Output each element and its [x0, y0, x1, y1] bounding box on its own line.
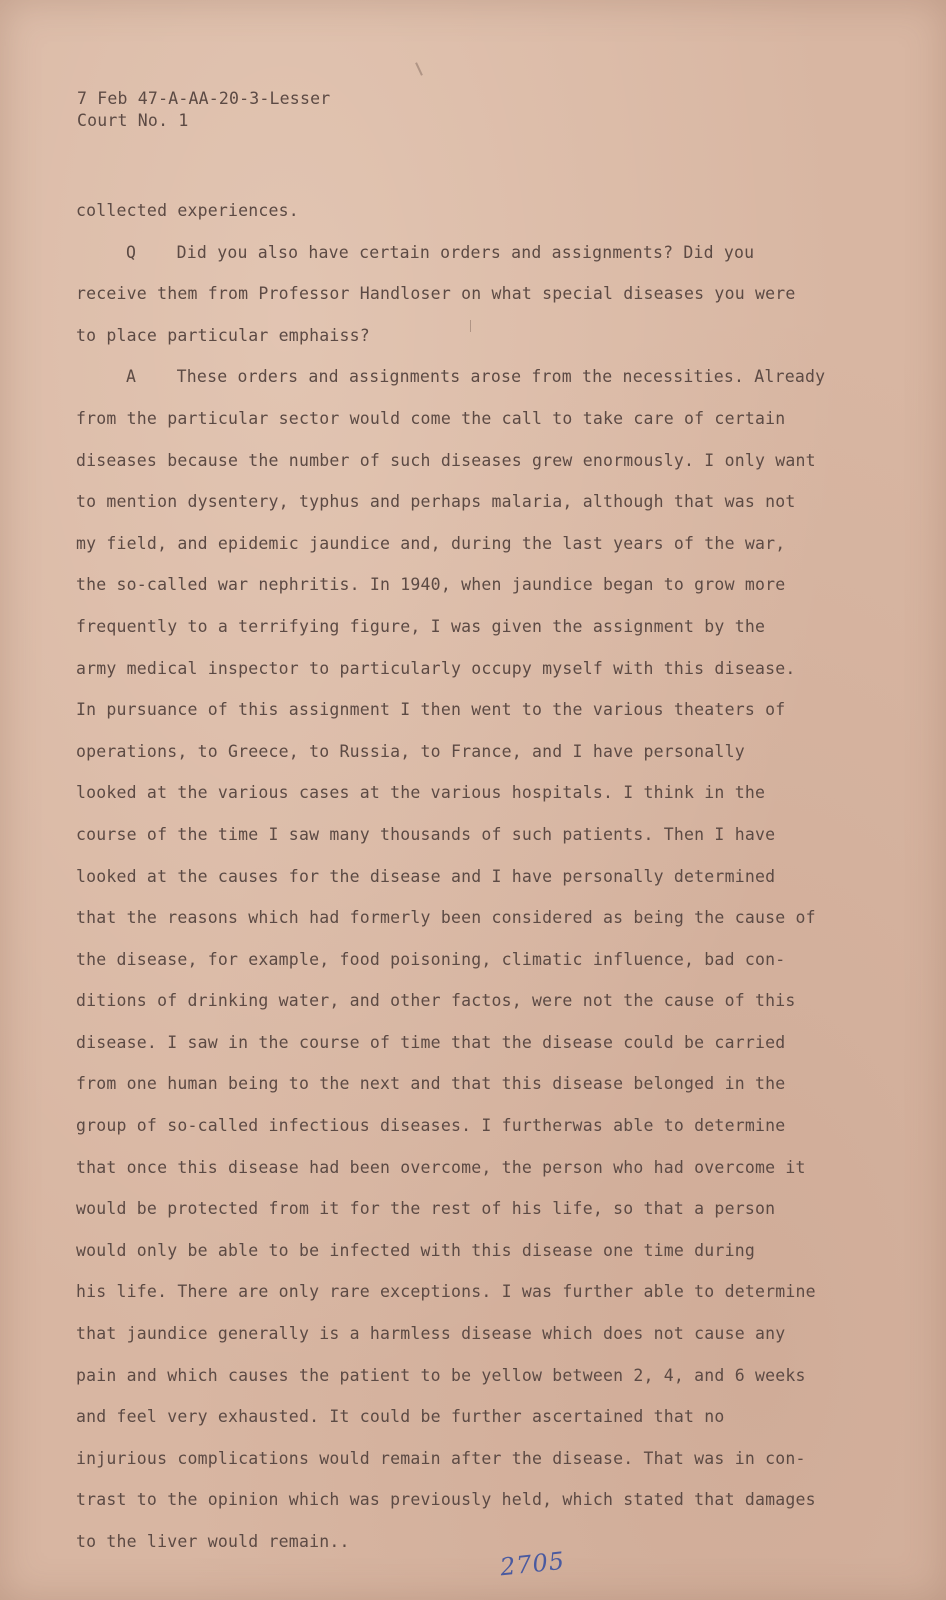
header-case-reference: 7 Feb 47-A-AA-20-3-Lesser	[77, 89, 331, 108]
text-line: looked at the various cases at the various hospitals. I think in the	[76, 783, 766, 803]
text-line: injurious complications would remain after the disease. That was in con-	[76, 1448, 806, 1468]
header-court-number: Court No. 1	[77, 111, 189, 130]
text-line: to mention dysentery, typhus and perhaps malaria, although that was not	[76, 492, 796, 512]
text-line: course of the time I saw many thousands of such patients. Then I have	[76, 824, 776, 844]
paper-crease-mark	[415, 62, 423, 76]
text-line: ditions of drinking water, and other factos, were not the cause of this	[76, 991, 796, 1011]
text-line: from one human being to the next and that this disease belonged in the	[76, 1074, 786, 1094]
text-line: frequently to a terrifying figure, I was given the assignment by the	[76, 616, 766, 636]
text-line: diseases because the number of such diseases grew enormously. I only want	[76, 450, 816, 470]
question-line: Q Did you also have certain orders and assignments? Did you	[126, 242, 755, 262]
text-line: disease. I saw in the course of time that the disease could be carried	[76, 1032, 786, 1052]
document-header	[77, 88, 330, 132]
text-line: trast to the opinion which was previously held, which stated that damages	[76, 1490, 816, 1510]
testimony-body	[76, 190, 856, 1563]
text-line: receive them from Professor Handloser on what special diseases you were	[76, 284, 796, 304]
handwritten-page-number: 2705	[498, 1546, 567, 1582]
paper-crease-mark	[470, 320, 471, 332]
text-line: that jaundice generally is a harmless disease which does not cause any	[76, 1324, 786, 1344]
text-line: collected experiences.	[76, 201, 299, 220]
text-line: that the reasons which had formerly been considered as being the cause of	[76, 908, 816, 928]
text-line: looked at the causes for the disease and I have personally determined	[76, 866, 776, 886]
text-line: would be protected from it for the rest of his life, so that a person	[76, 1199, 776, 1219]
text-line: pain and which causes the patient to be yellow between 2, 4, and 6 weeks	[76, 1365, 806, 1385]
text-line: that once this disease had been overcome, the person who had overcome it	[76, 1157, 806, 1177]
answer-line: A These orders and assignments arose from the necessities. Already	[126, 367, 826, 387]
text-line: operations, to Greece, to Russia, to France, and I have personally	[76, 741, 745, 761]
text-line: the so-called war nephritis. In 1940, when jaundice began to grow more	[76, 575, 786, 595]
text-line: army medical inspector to particularly occupy myself with this disease.	[76, 658, 796, 678]
text-line: would only be able to be infected with this disease one time during	[76, 1240, 755, 1260]
text-line: In pursuance of this assignment I then went to the various theaters of	[76, 700, 786, 720]
text-line: the disease, for example, food poisoning, climatic influence, bad con-	[76, 949, 786, 969]
text-line: his life. There are only rare exceptions. I was further able to determine	[76, 1282, 816, 1302]
text-line: and feel very exhausted. It could be further ascertained that no	[76, 1407, 725, 1427]
text-line: my field, and epidemic jaundice and, during the last years of the war,	[76, 533, 786, 553]
text-line: to the liver would remain..	[76, 1532, 350, 1551]
text-line: from the particular sector would come the call to take care of certain	[76, 408, 786, 428]
text-line: to place particular emphaiss?	[76, 325, 370, 345]
text-line: group of so-called infectious diseases. I furtherwas able to determine	[76, 1116, 786, 1136]
